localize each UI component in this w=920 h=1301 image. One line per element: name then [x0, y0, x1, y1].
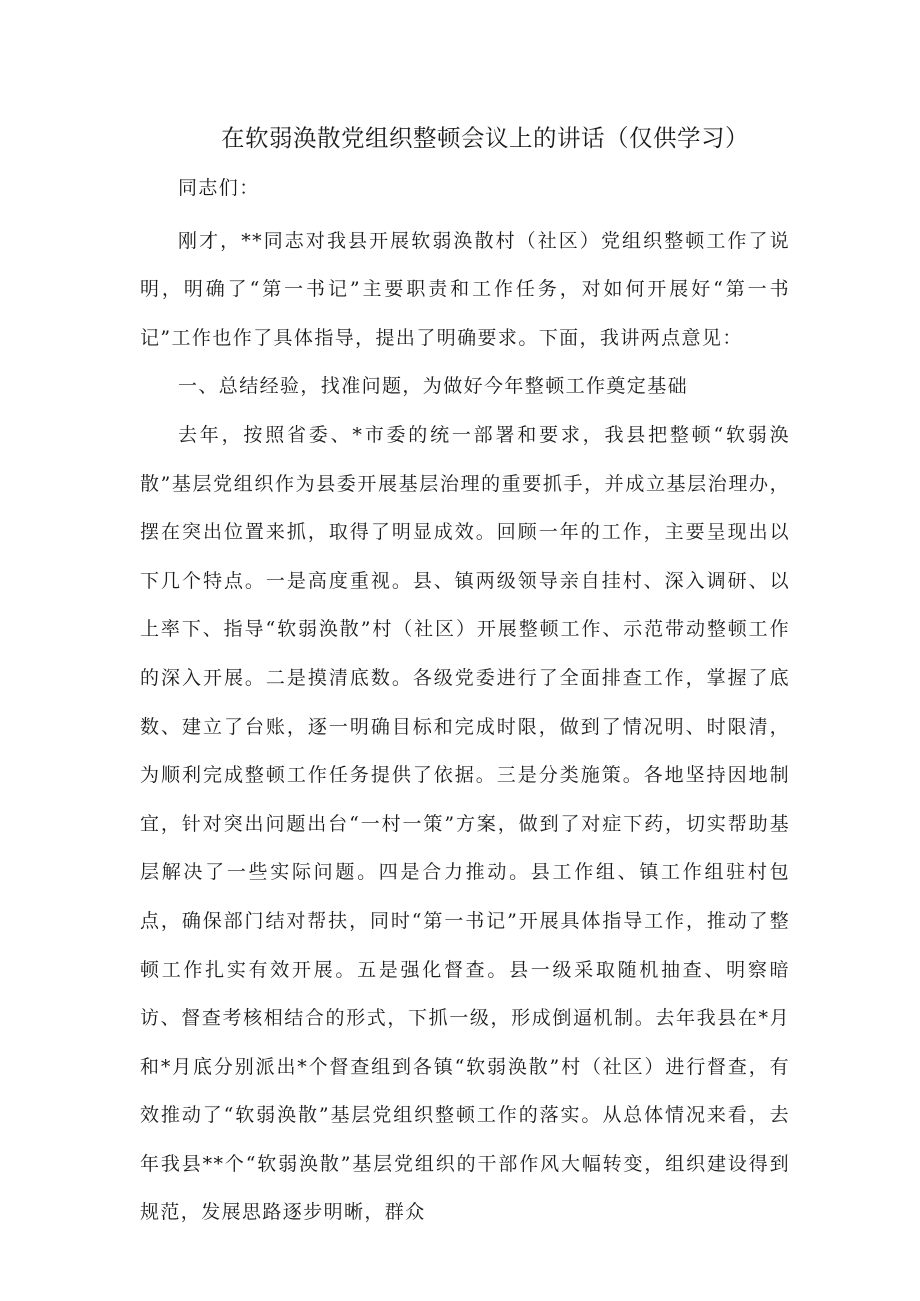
- document-title: 在软弱涣散党组织整顿会议上的讲话（仅供学习）: [221, 124, 749, 152]
- section-heading-1: 一、总结经验，找准问题，为做好今年整顿工作奠定基础: [178, 375, 689, 398]
- paragraph-review: 去年，按照省委、*市委的统一部署和要求，我县把整顿“软弱涣散”基层党组织作为县委开展基层治理的重要抓手，并成立基层治理办，摆在突出位置来抓，取得了明显成效。回顾一年的工作，主要呈现出以下几个特点。一是高度重视。县、镇两级领导亲自挂村、深入调研、以上率下、指导“软弱涣散”村（社区）开展整顿工作、示范带动整顿工作的深入开展。二是摸清底数。各级党委进行了全面排查工作，掌握了底数、建立了台账，逐一明确目标和完成时限，做到了情况明、时限清，为顺利完成整顿工作任务提供了依据。三是分类施策。各地坚持因地制宜，针对突出问题出台“一村一策”方案，做到了对症下药，切实帮助基层解决了一些实际问题。四是合力推动。县工作组、镇工作组驻村包点，确保部门结对帮扶，同时“第一书记”开展具体指导工作，推动了整顿工作扎实有效开展。五是强化督查。县一级采取随机抽查、明察暗访、督查考核相结合的形式，下抓一级，形成倒逼机制。去年我县在*月和*月底分别派出*个督查组到各镇“软弱涣散”村（社区）进行督查，有效推动了“软弱涣散”基层党组织整顿工作的落实。从总体情况来看，去年我县**个“软弱涣散”基层党组织的干部作风大幅转变，组织建设得到规范，发展思路逐步明晰，群众: [140, 423, 790, 1224]
- document-page: [140, 118, 790, 1237]
- paragraph-intro: 刚才，**同志对我县开展软弱涣散村（社区）党组织整顿工作了说明，明确了“第一书记”主要职责和工作任务，对如何开展好“第一书记”工作也作了具体指导，提出了明确要求。下面，我讲两点意见：: [140, 229, 790, 349]
- salutation: 同志们：: [178, 177, 260, 199]
